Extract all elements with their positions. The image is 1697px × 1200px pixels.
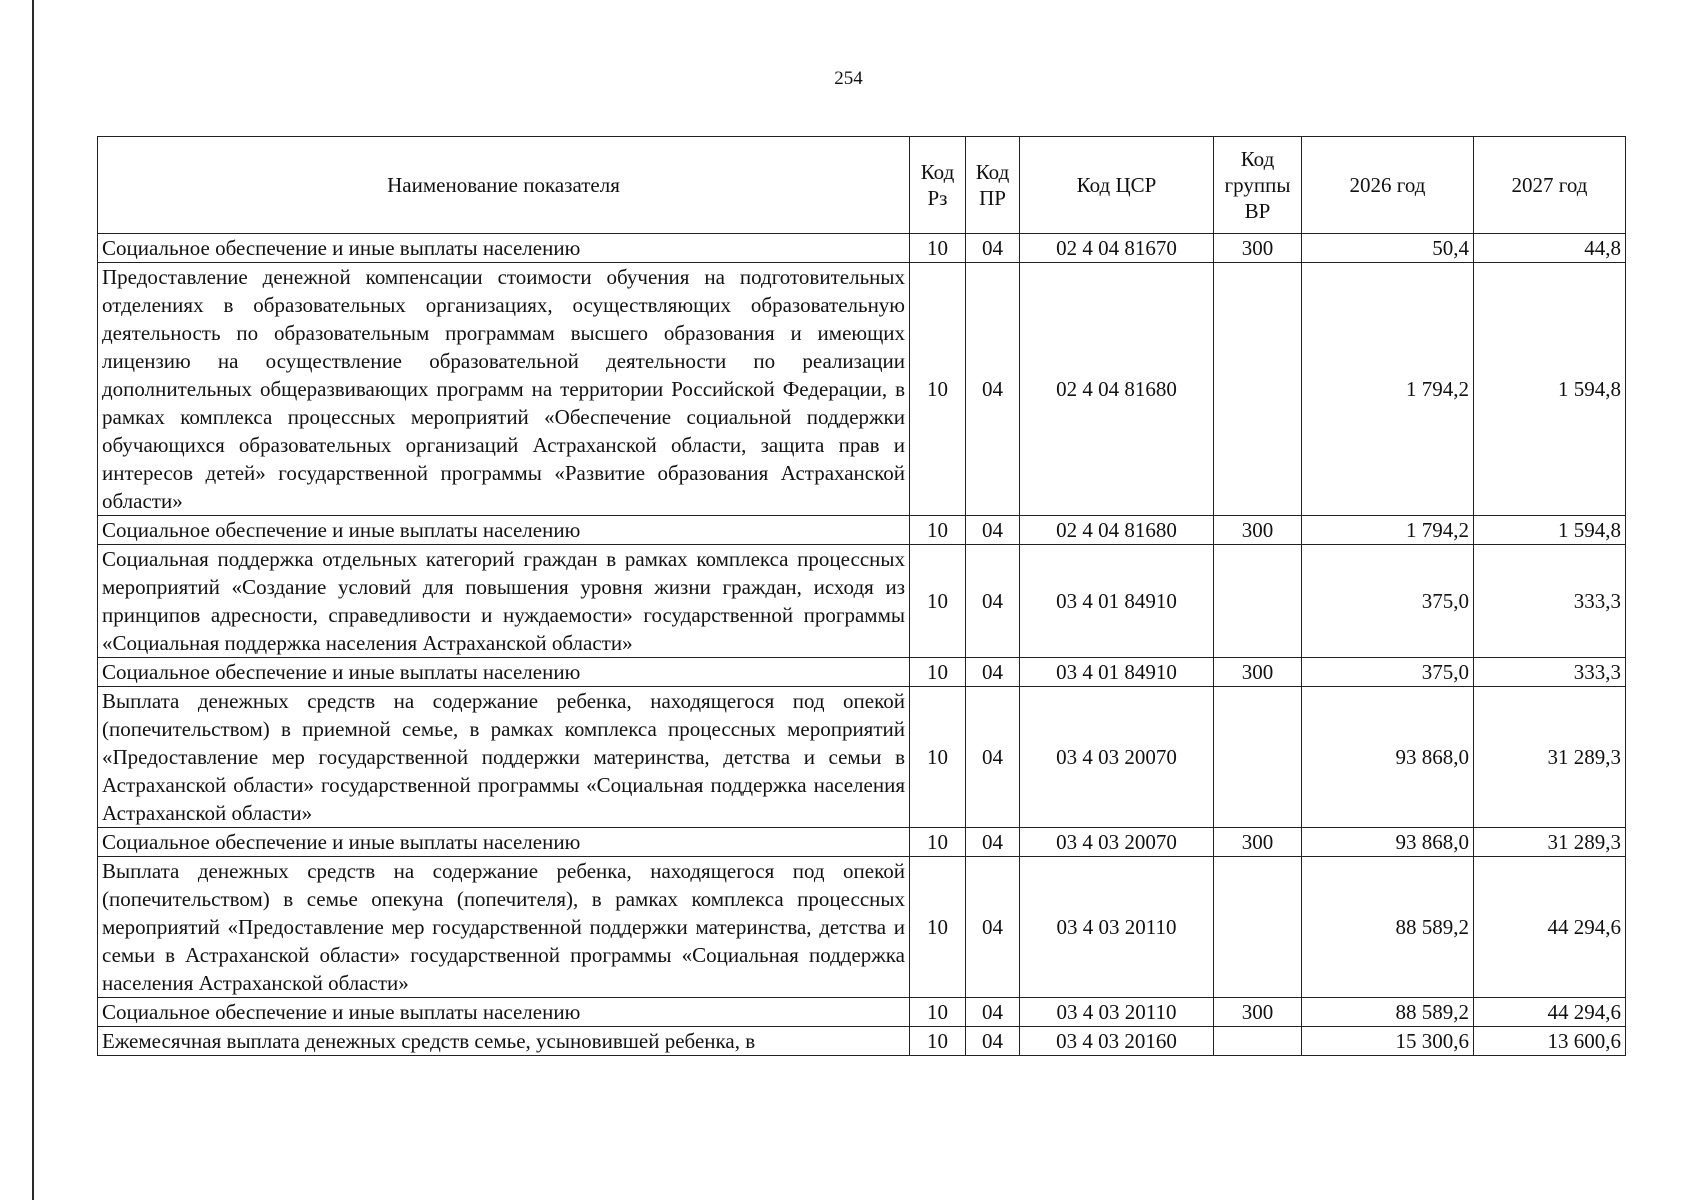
binding-margin-line bbox=[32, 0, 34, 1200]
row-2026: 88 589,2 bbox=[1302, 998, 1474, 1027]
row-rz: 10 bbox=[910, 1027, 966, 1056]
page-number: 254 bbox=[834, 68, 863, 89]
table-header-row bbox=[98, 137, 1626, 234]
header-csr: Код ЦСР bbox=[1020, 137, 1214, 234]
table-row bbox=[98, 998, 1626, 1027]
row-pr: 04 bbox=[966, 828, 1020, 857]
row-2027: 44 294,6 bbox=[1474, 857, 1626, 998]
row-pr: 04 bbox=[966, 545, 1020, 658]
row-name: Социальное обеспечение и иные выплаты населению bbox=[98, 658, 910, 687]
header-2027: 2027 год bbox=[1474, 137, 1626, 234]
row-rz: 10 bbox=[910, 545, 966, 658]
row-vr: 300 bbox=[1214, 516, 1302, 545]
table-row bbox=[98, 516, 1626, 545]
row-csr: 03 4 01 84910 bbox=[1020, 545, 1214, 658]
row-2027: 31 289,3 bbox=[1474, 828, 1626, 857]
row-2026: 15 300,6 bbox=[1302, 1027, 1474, 1056]
row-2026: 93 868,0 bbox=[1302, 687, 1474, 828]
row-vr bbox=[1214, 857, 1302, 998]
row-csr: 03 4 03 20070 bbox=[1020, 687, 1214, 828]
table-row bbox=[98, 857, 1626, 998]
row-pr: 04 bbox=[966, 1027, 1020, 1056]
table-row bbox=[98, 1027, 1626, 1056]
row-pr: 04 bbox=[966, 687, 1020, 828]
header-2026: 2026 год bbox=[1302, 137, 1474, 234]
row-pr: 04 bbox=[966, 998, 1020, 1027]
row-name: Социальное обеспечение и иные выплаты населению bbox=[98, 828, 910, 857]
row-vr bbox=[1214, 545, 1302, 658]
row-csr: 02 4 04 81670 bbox=[1020, 234, 1214, 263]
table-row bbox=[98, 828, 1626, 857]
header-pr: Код ПР bbox=[966, 137, 1020, 234]
row-rz: 10 bbox=[910, 234, 966, 263]
header-vr: Код группы ВР bbox=[1214, 137, 1302, 234]
row-2027: 333,3 bbox=[1474, 545, 1626, 658]
row-vr: 300 bbox=[1214, 658, 1302, 687]
row-vr bbox=[1214, 687, 1302, 828]
row-csr: 03 4 03 20160 bbox=[1020, 1027, 1214, 1056]
table-row bbox=[98, 263, 1626, 516]
row-pr: 04 bbox=[966, 857, 1020, 998]
table-row bbox=[98, 687, 1626, 828]
row-csr: 02 4 04 81680 bbox=[1020, 516, 1214, 545]
row-vr bbox=[1214, 1027, 1302, 1056]
row-csr: 02 4 04 81680 bbox=[1020, 263, 1214, 516]
row-name: Социальное обеспечение и иные выплаты населению bbox=[98, 998, 910, 1027]
row-rz: 10 bbox=[910, 828, 966, 857]
row-name: Социальная поддержка отдельных категорий граждан в рамках комплекса процессных мероприятий «Создание условий для повышения уровня жизни граждан, исходя из принципов адресности, справедливости и нуждаемости» государственной программы «Социальная поддержка населения Астраханской области» bbox=[98, 545, 910, 658]
row-vr bbox=[1214, 263, 1302, 516]
row-2027: 44,8 bbox=[1474, 234, 1626, 263]
row-rz: 10 bbox=[910, 857, 966, 998]
row-name: Социальное обеспечение и иные выплаты населению bbox=[98, 516, 910, 545]
row-name: Ежемесячная выплата денежных средств семье, усыновившей ребенка, в bbox=[98, 1027, 910, 1056]
row-2026: 375,0 bbox=[1302, 658, 1474, 687]
table-row bbox=[98, 658, 1626, 687]
row-pr: 04 bbox=[966, 234, 1020, 263]
row-pr: 04 bbox=[966, 516, 1020, 545]
row-2026: 88 589,2 bbox=[1302, 857, 1474, 998]
row-csr: 03 4 03 20070 bbox=[1020, 828, 1214, 857]
budget-table bbox=[97, 136, 1626, 1056]
row-csr: 03 4 01 84910 bbox=[1020, 658, 1214, 687]
row-2027: 333,3 bbox=[1474, 658, 1626, 687]
row-pr: 04 bbox=[966, 658, 1020, 687]
row-name: Выплата денежных средств на содержание ребенка, находящегося под опекой (попечительством) в приемной семье, в рамках комплекса процессных мероприятий «Предоставление мер государственной поддержки материнства, детства и семьи в Астраханской области» государственной программы «Социальная поддержка населения Астраханской области» bbox=[98, 687, 910, 828]
row-name: Социальное обеспечение и иные выплаты населению bbox=[98, 234, 910, 263]
row-vr: 300 bbox=[1214, 998, 1302, 1027]
row-rz: 10 bbox=[910, 658, 966, 687]
header-name: Наименование показателя bbox=[98, 137, 910, 234]
row-2027: 13 600,6 bbox=[1474, 1027, 1626, 1056]
row-rz: 10 bbox=[910, 687, 966, 828]
row-2027: 1 594,8 bbox=[1474, 516, 1626, 545]
header-rz: Код Рз bbox=[910, 137, 966, 234]
row-2026: 50,4 bbox=[1302, 234, 1474, 263]
row-vr: 300 bbox=[1214, 828, 1302, 857]
table-row bbox=[98, 234, 1626, 263]
row-csr: 03 4 03 20110 bbox=[1020, 998, 1214, 1027]
row-name: Выплата денежных средств на содержание ребенка, находящегося под опекой (попечительством) в семье опекуна (попечителя), в рамках комплекса процессных мероприятий «Предоставление мер государственной поддержки материнства, детства и семьи в Астраханской области» государственной программы «Социальная поддержка населения Астраханской области» bbox=[98, 857, 910, 998]
row-2027: 44 294,6 bbox=[1474, 998, 1626, 1027]
row-pr: 04 bbox=[966, 263, 1020, 516]
row-2026: 1 794,2 bbox=[1302, 516, 1474, 545]
row-2026: 93 868,0 bbox=[1302, 828, 1474, 857]
row-2027: 1 594,8 bbox=[1474, 263, 1626, 516]
row-rz: 10 bbox=[910, 263, 966, 516]
row-name: Предоставление денежной компенсации стоимости обучения на подготовительных отделениях в образовательных организациях, осуществляющих образовательную деятельность по образовательным программам высшего образования и имеющих лицензию на осуществление образовательной деятельности по реализации дополнительных общеразвивающих программ на территории Российской Федерации, в рамках комплекса процессных мероприятий «Обеспечение социальной поддержки обучающихся образовательных организаций Астраханской области, защита прав и интересов детей» государственной программы «Развитие образования Астраханской области» bbox=[98, 263, 910, 516]
row-rz: 10 bbox=[910, 998, 966, 1027]
row-2026: 1 794,2 bbox=[1302, 263, 1474, 516]
row-csr: 03 4 03 20110 bbox=[1020, 857, 1214, 998]
table-row bbox=[98, 545, 1626, 658]
row-2026: 375,0 bbox=[1302, 545, 1474, 658]
row-2027: 31 289,3 bbox=[1474, 687, 1626, 828]
row-vr: 300 bbox=[1214, 234, 1302, 263]
row-rz: 10 bbox=[910, 516, 966, 545]
